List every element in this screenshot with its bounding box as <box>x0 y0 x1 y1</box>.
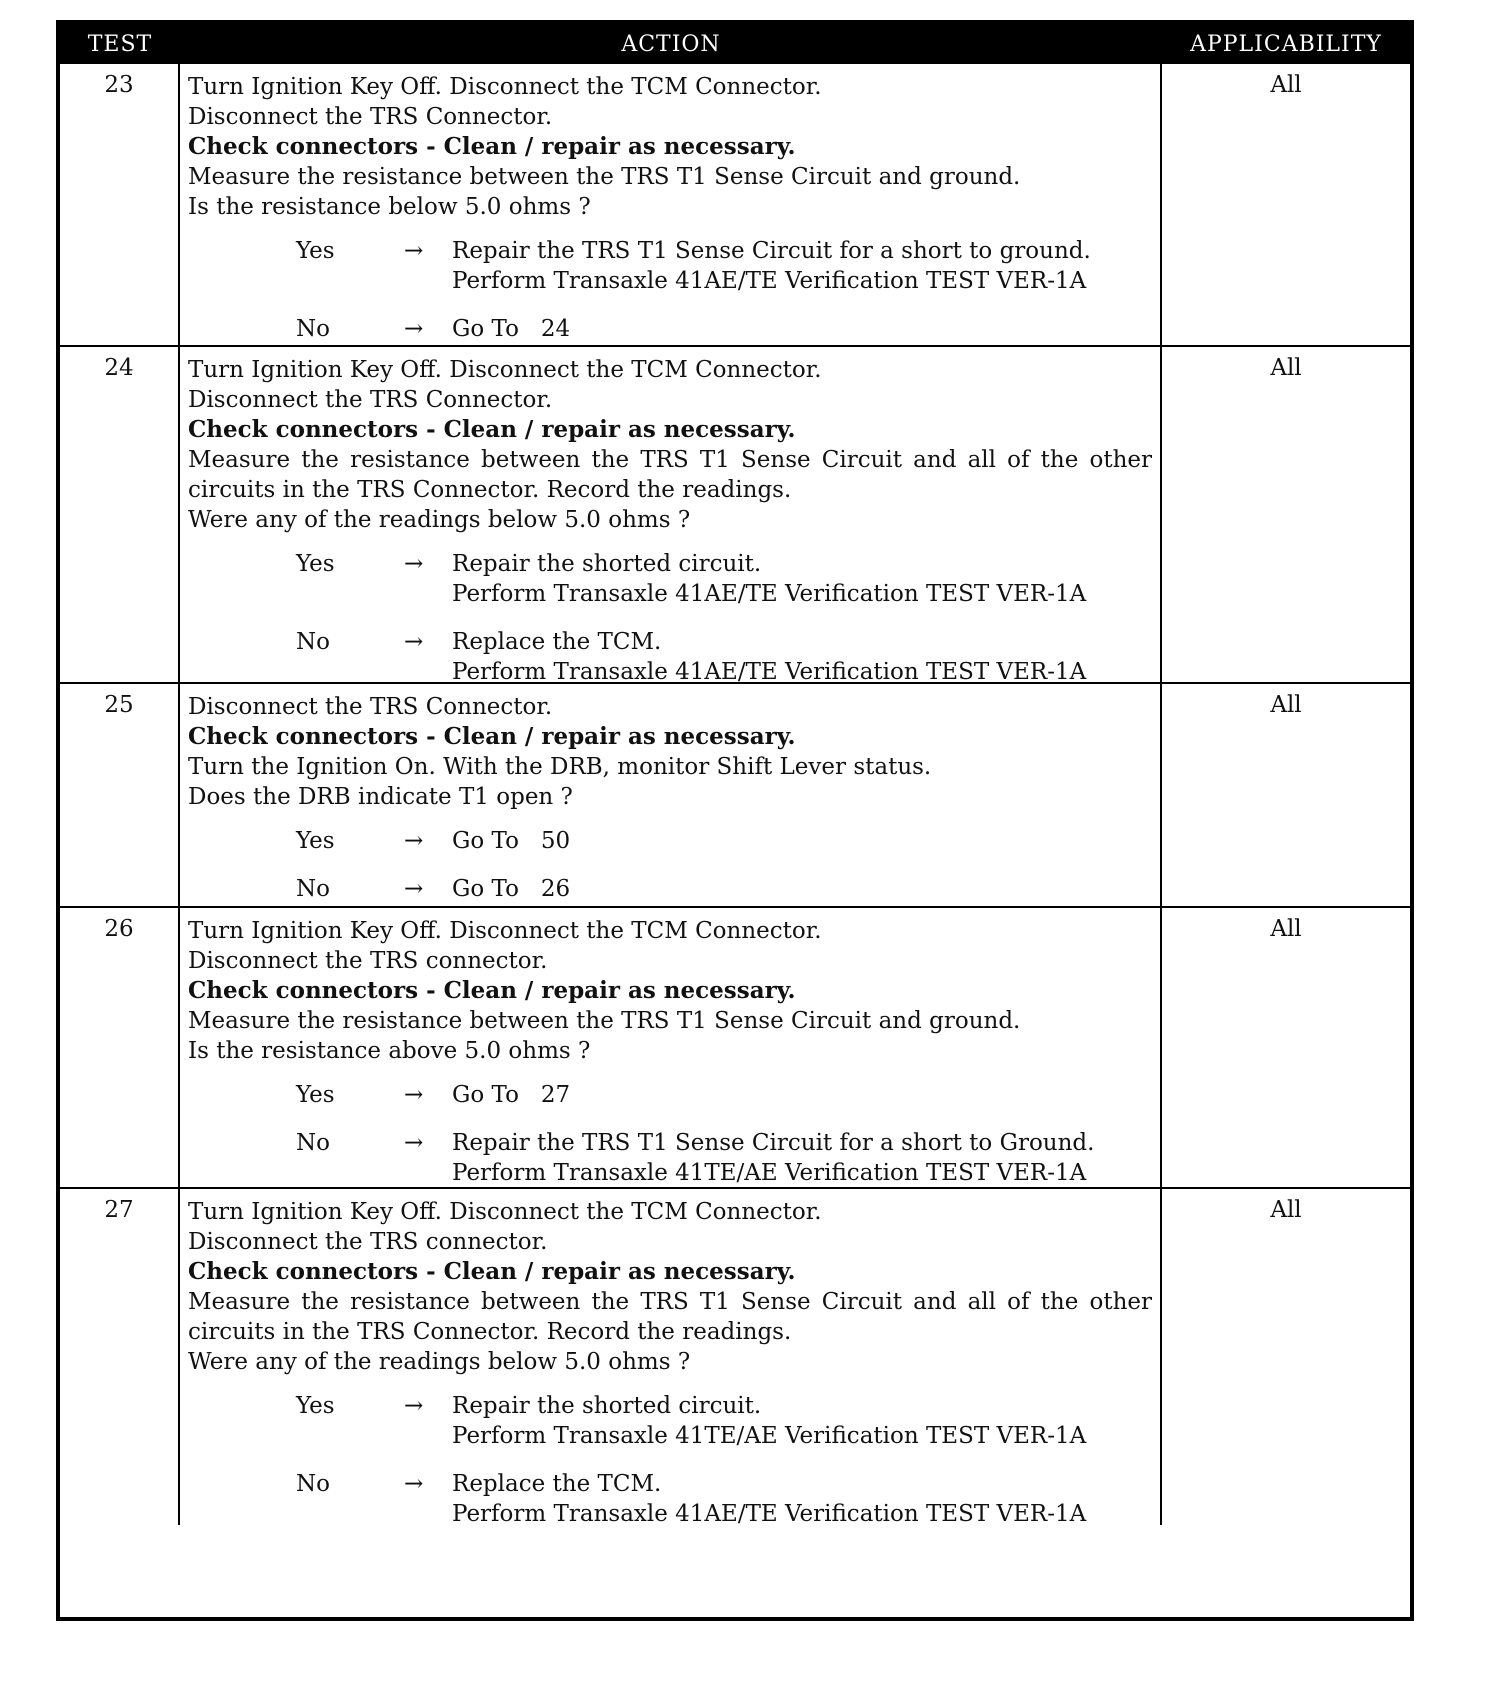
action-line: Turn Ignition Key Off. Disconnect the TCM Connector. <box>188 74 822 100</box>
decision-branches <box>188 1080 1152 1188</box>
branch-result <box>452 236 1152 296</box>
decision-branches <box>188 826 1152 904</box>
arrow-right-icon: → <box>404 238 424 264</box>
branch-no <box>188 627 1152 687</box>
decision-branches <box>188 1391 1152 1529</box>
result-line: Perform Transaxle 41AE/TE Verification TEST VER-1A <box>452 268 1087 294</box>
arrow-right-icon: → <box>404 1130 424 1156</box>
check-instruction: Check connectors - Clean / repair as necessary. <box>188 977 796 1004</box>
action-cell <box>180 908 1162 1187</box>
action-line: Turn the Ignition On. With the DRB, monitor Shift Lever status. <box>188 754 932 780</box>
result-line: Go To 27 <box>452 1082 571 1108</box>
result-line: Replace the TCM. <box>452 1471 662 1497</box>
check-instruction: Check connectors - Clean / repair as necessary. <box>188 1258 796 1285</box>
header-action: ACTION <box>621 31 721 57</box>
table-row <box>60 1187 1410 1525</box>
action-line: Measure the resistance between the TRS T1 Sense Circuit and ground. <box>188 1008 1021 1034</box>
branch-no <box>188 1469 1152 1529</box>
applicability-cell: All <box>1270 916 1302 942</box>
applicability-cell: All <box>1270 355 1302 381</box>
action-line: Disconnect the TRS Connector. <box>188 694 553 720</box>
branch-yes <box>188 1080 1152 1110</box>
table-body <box>60 64 1410 1525</box>
branch-label: No <box>296 876 330 902</box>
result-line: Perform Transaxle 41AE/TE Verification TEST VER-1A <box>452 659 1087 685</box>
table-header <box>60 24 1410 64</box>
action-line: Disconnect the TRS Connector. <box>188 104 553 130</box>
applicability-cell: All <box>1270 1197 1302 1223</box>
test-number: 26 <box>60 908 180 1187</box>
branch-yes <box>188 826 1152 856</box>
branch-yes <box>188 236 1152 296</box>
action-line: Measure the resistance between the TRS T1 Sense Circuit and ground. <box>188 164 1021 190</box>
branch-no <box>188 874 1152 904</box>
action-line: Measure the resistance between the TRS T1 Sense Circuit and all of the other circuits in the TRS Connector. Record the readings. <box>188 447 1160 503</box>
arrow-right-icon: → <box>404 1471 424 1497</box>
branch-yes <box>188 1391 1152 1451</box>
result-line: Perform Transaxle 41TE/AE Verification TEST VER-1A <box>452 1423 1087 1449</box>
action-cell <box>180 684 1162 906</box>
branch-label: No <box>296 629 330 655</box>
table-row <box>60 906 1410 1187</box>
action-line: Were any of the readings below 5.0 ohms ? <box>188 1349 691 1375</box>
branch-result <box>452 1128 1152 1188</box>
table-row <box>60 345 1410 685</box>
action-line: Turn Ignition Key Off. Disconnect the TCM Connector. <box>188 918 822 944</box>
action-cell <box>180 1189 1162 1525</box>
test-number: 23 <box>60 64 180 345</box>
result-line: Repair the TRS T1 Sense Circuit for a short to Ground. <box>452 1130 1095 1156</box>
table-row <box>60 682 1410 906</box>
arrow-right-icon: → <box>404 828 424 854</box>
branch-label: Yes <box>296 551 335 577</box>
branch-yes <box>188 549 1152 609</box>
branch-result <box>452 1469 1152 1529</box>
branch-result <box>452 1080 1152 1110</box>
result-line: Go To 26 <box>452 876 571 902</box>
branch-result <box>452 314 1152 344</box>
check-instruction: Check connectors - Clean / repair as necessary. <box>188 133 796 160</box>
branch-no <box>188 314 1152 344</box>
branch-no <box>188 1128 1152 1188</box>
result-line: Repair the shorted circuit. <box>452 1393 762 1419</box>
result-line: Repair the TRS T1 Sense Circuit for a short to ground. <box>452 238 1091 264</box>
result-line: Perform Transaxle 41TE/AE Verification TEST VER-1A <box>452 1160 1087 1186</box>
arrow-right-icon: → <box>404 629 424 655</box>
action-line: Disconnect the TRS Connector. <box>188 387 553 413</box>
action-line: Is the resistance above 5.0 ohms ? <box>188 1038 591 1064</box>
test-number: 24 <box>60 347 180 682</box>
arrow-right-icon: → <box>404 316 424 342</box>
branch-result <box>452 826 1152 856</box>
diagnostic-table <box>56 20 1414 1621</box>
header-test: TEST <box>87 31 153 57</box>
decision-branches <box>188 236 1152 344</box>
action-cell <box>180 64 1162 345</box>
action-line: Measure the resistance between the TRS T1 Sense Circuit and all of the other circuits in the TRS Connector. Record the readings. <box>188 1289 1160 1345</box>
action-line: Turn Ignition Key Off. Disconnect the TCM Connector. <box>188 1199 822 1225</box>
result-line: Go To 24 <box>452 316 571 342</box>
decision-branches <box>188 549 1152 687</box>
branch-label: Yes <box>296 1393 335 1419</box>
action-line: Turn Ignition Key Off. Disconnect the TCM Connector. <box>188 357 822 383</box>
action-line: Disconnect the TRS connector. <box>188 948 548 974</box>
table-row <box>60 64 1410 345</box>
branch-result <box>452 1391 1152 1451</box>
test-number: 25 <box>60 684 180 906</box>
action-line: Is the resistance below 5.0 ohms ? <box>188 194 591 220</box>
branch-result <box>452 874 1152 904</box>
test-number: 27 <box>60 1189 180 1525</box>
branch-label: Yes <box>296 1082 335 1108</box>
action-line: Were any of the readings below 5.0 ohms ? <box>188 507 691 533</box>
branch-label: Yes <box>296 828 335 854</box>
header-applicability: APPLICABILITY <box>1190 31 1382 57</box>
result-line: Go To 50 <box>452 828 571 854</box>
result-line: Perform Transaxle 41AE/TE Verification TEST VER-1A <box>452 1501 1087 1527</box>
result-line: Repair the shorted circuit. <box>452 551 762 577</box>
result-line: Perform Transaxle 41AE/TE Verification TEST VER-1A <box>452 581 1087 607</box>
action-cell <box>180 347 1162 685</box>
applicability-cell: All <box>1270 72 1302 98</box>
branch-result <box>452 627 1152 687</box>
action-line: Disconnect the TRS connector. <box>188 1229 548 1255</box>
branch-label: Yes <box>296 238 335 264</box>
action-line: Does the DRB indicate T1 open ? <box>188 784 573 810</box>
arrow-right-icon: → <box>404 1393 424 1419</box>
arrow-right-icon: → <box>404 1082 424 1108</box>
applicability-cell: All <box>1270 692 1302 718</box>
branch-label: No <box>296 1471 330 1497</box>
check-instruction: Check connectors - Clean / repair as necessary. <box>188 723 796 750</box>
branch-result <box>452 549 1152 609</box>
result-line: Replace the TCM. <box>452 629 662 655</box>
branch-label: No <box>296 1130 330 1156</box>
branch-label: No <box>296 316 330 342</box>
check-instruction: Check connectors - Clean / repair as necessary. <box>188 416 796 443</box>
arrow-right-icon: → <box>404 876 424 902</box>
arrow-right-icon: → <box>404 551 424 577</box>
